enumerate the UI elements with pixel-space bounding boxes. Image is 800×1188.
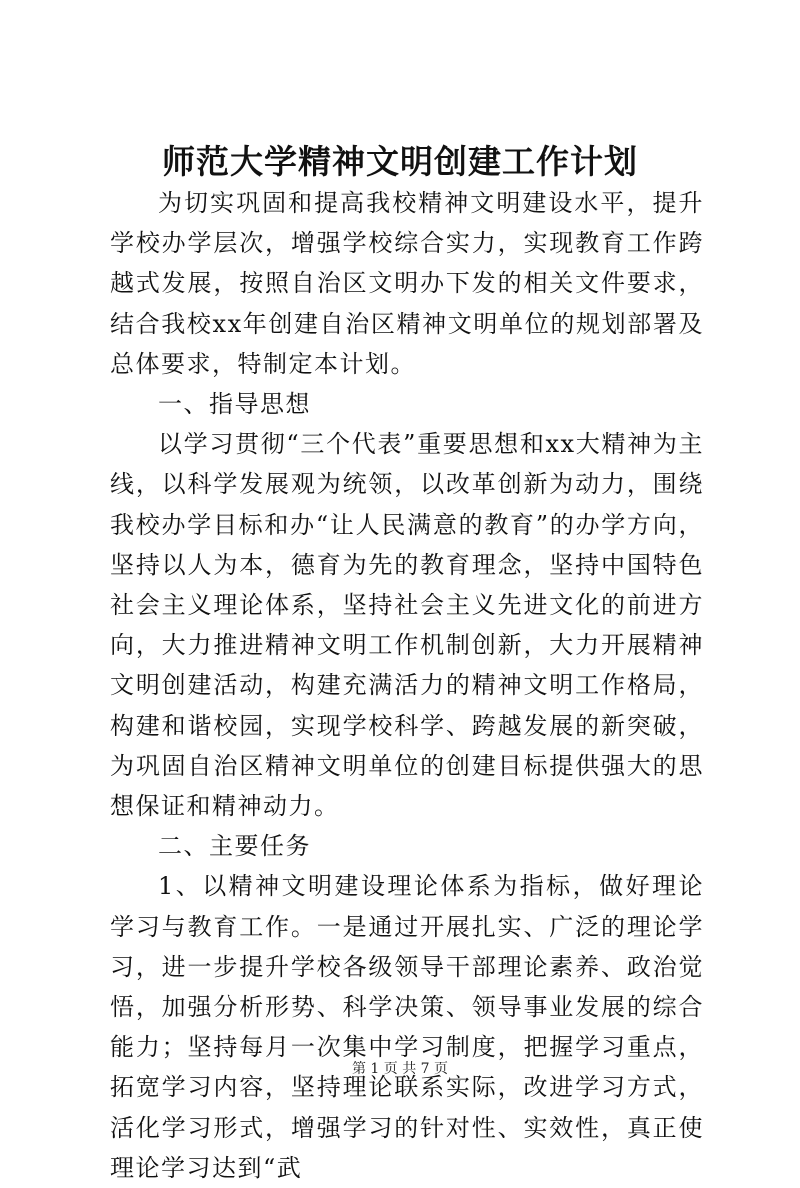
main-tasks-paragraph-1: 1、以精神文明建设理论体系为指标，做好理论学习与教育工作。一是通过开展扎实、广泛的理论学习，进一步提升学校各级领导干部理论素养、政治觉悟，加强分析形势、科学决策、领导事业发展的综合能力；坚持每月一次集中学习制度，把握学习重点，拓宽学习内容，坚持理论联系实际，改进学习方式，活化学习形式，增强学习的针对性、实效性，真正使理论学习达到“武 — [110, 872, 704, 1182]
section-heading-guiding-ideology: 一、指导思想 — [158, 390, 311, 419]
section-heading-main-tasks: 二、主要任务 — [158, 832, 311, 861]
guiding-ideology-paragraph: 以学习贯彻“三个代表”重要思想和xx大精神为主线，以科学发展观为统领，以改革创新为动力，围绕我校办学目标和办“让人民满意的教育”的办学方向，坚持以人为本，德育为先的教育理念，坚持中国特色社会主义理论体系，坚持社会主义先进文化的前进方向，大力推进精神文明工作机制创新，大力开展精神文明创建活动，构建充满活力的精神文明工作格局，构建和谐校园，实现学校科学、跨越发展的新突破，为巩固自治区精神文明单位的创建目标提供强大的思想保证和精神动力。 — [110, 430, 704, 821]
intro-paragraph: 为切实巩固和提高我校精神文明建设水平，提升学校办学层次，增强学校综合实力，实现教育工作跨越式发展，按照自治区文明办下发的相关文件要求，结合我校xx年创建自治区精神文明单位的规划部署及总体要求，特制定本计划。 — [110, 189, 704, 378]
document-body — [110, 183, 704, 1188]
document-title: 师范大学精神文明创建工作计划 — [162, 142, 638, 181]
page-footer: 第 1 页 共 7 页 — [351, 1061, 449, 1077]
